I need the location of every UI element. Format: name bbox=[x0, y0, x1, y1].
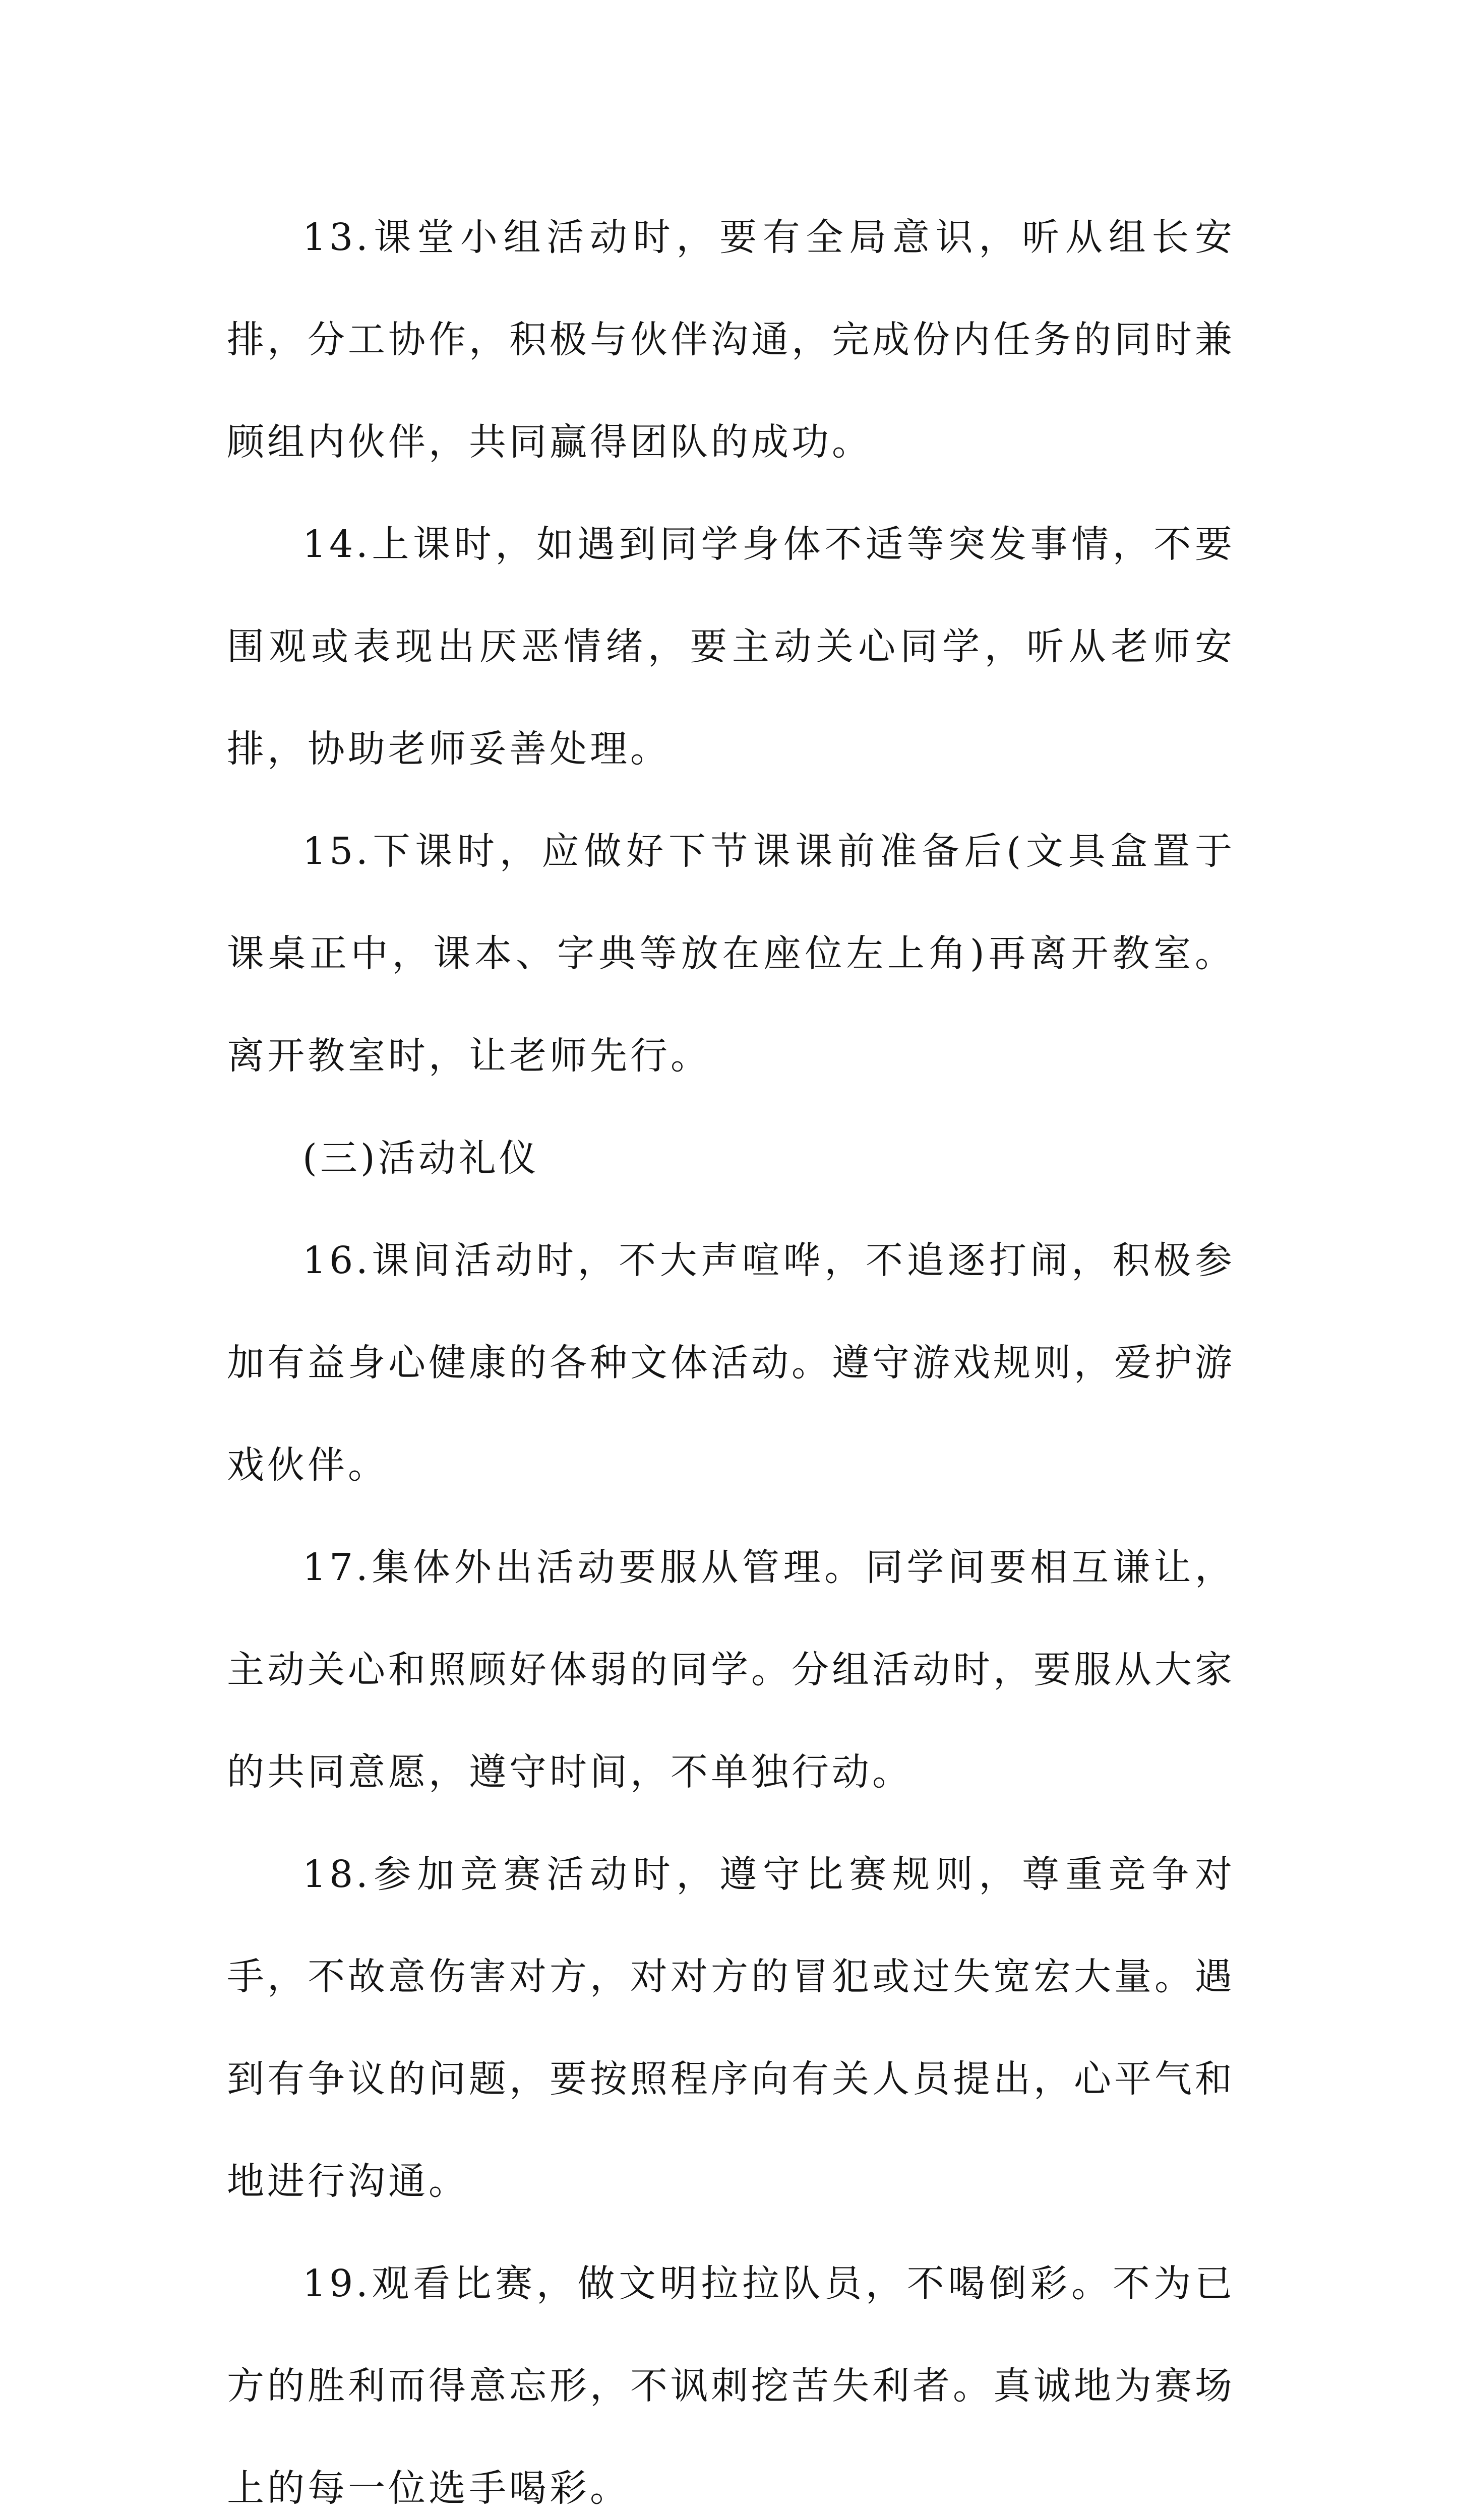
paragraph-item-19: 19.观看比赛，做文明拉拉队员，不喝倒彩。不为已方的胜利而得意忘形，不讽刺挖苦失利者。真诚地为赛场上的每一位选手喝彩。 bbox=[227, 2262, 1235, 2510]
section-heading-activity-etiquette: (三)活动礼仪 bbox=[302, 1137, 539, 1180]
document-body bbox=[227, 186, 1235, 2520]
paragraph-item-13: 13.课堂小组活动时，要有全局意识，听从组长安排，分工协作，积极与伙伴沟通，完成份内任务的同时兼顾组内伙伴，共同赢得团队的成功。 bbox=[227, 216, 1235, 464]
paragraph-item-15: 15.下课时，应做好下节课课前准备后(文具盒置于课桌正中，课本、字典等放在座位左上角)再离开教室。离开教室时，让老师先行。 bbox=[227, 830, 1235, 1078]
paragraph-item-16: 16.课间活动时，不大声喧哗，不追逐打闹，积极参加有益身心健康的各种文体活动。遵守游戏规则，爱护游戏伙伴。 bbox=[227, 1239, 1235, 1487]
paragraph-item-14: 14.上课时，如遇到同学身体不适等突发事情，不要围观或表现出厌恶情绪，要主动关心同学，听从老师安排，协助老师妥善处理。 bbox=[227, 523, 1235, 771]
paragraph-item-18: 18.参加竞赛活动时，遵守比赛规则，尊重竞争对手，不故意伤害对方，对对方的冒犯或过失宽宏大量。遇到有争议的问题，要按照程序向有关人员提出，心平气和地进行沟通。 bbox=[227, 1853, 1235, 2203]
paragraph-item-17: 17.集体外出活动要服从管理。同学间要相互谦让，主动关心和照顾好体弱的同学。分组活动时，要服从大家的共同意愿，遵守时间，不单独行动。 bbox=[227, 1546, 1235, 1794]
